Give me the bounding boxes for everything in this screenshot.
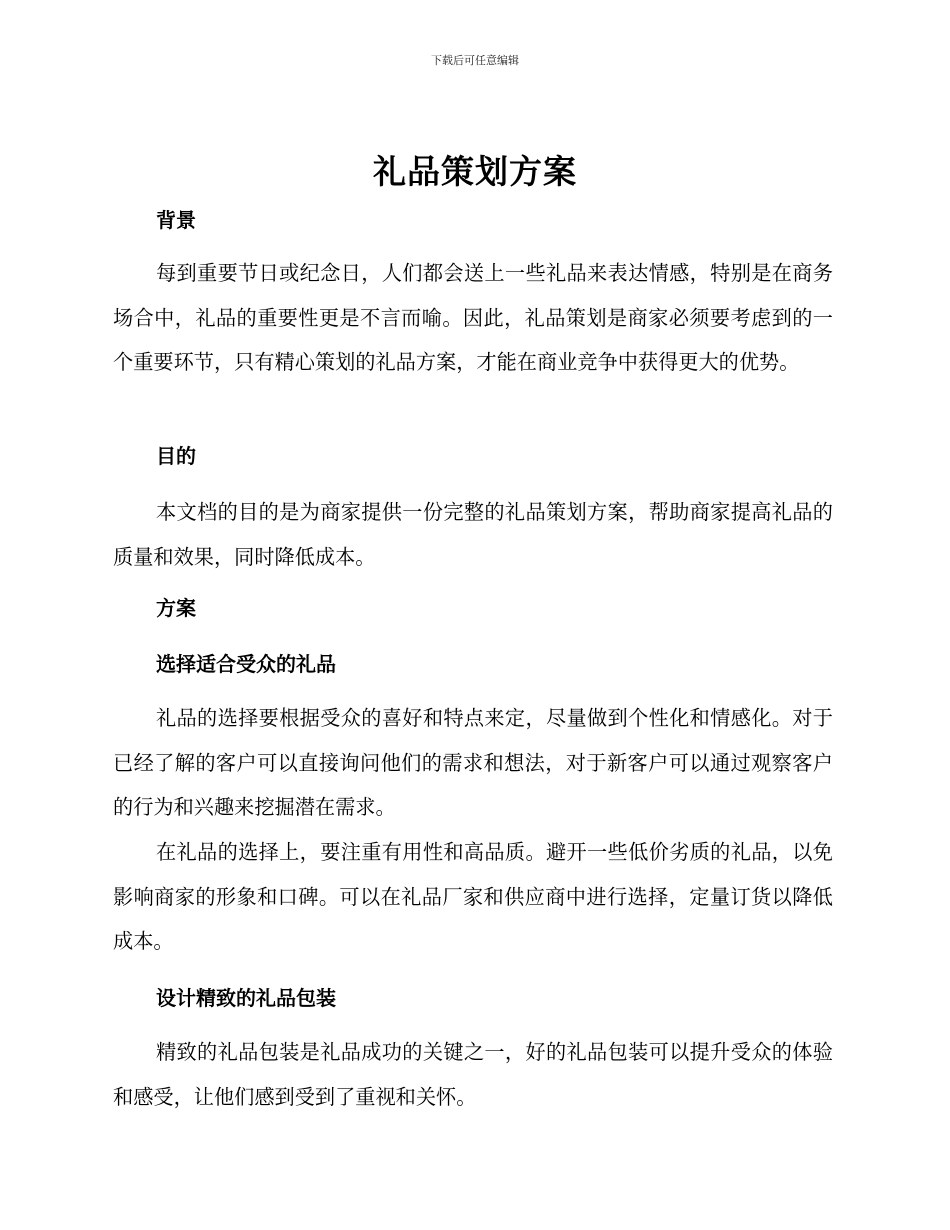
section-heading-plan: 方案: [156, 596, 196, 620]
paragraph-choose-gift-2: 在礼品的选择上，要注重有用性和高品质。避开一些低价劣质的礼品，以免影响商家的形象和口碑。可以在礼品厂家和供应商中进行选择，定量订货以降低成本。: [113, 840, 833, 953]
page-header-note: 下载后可任意编辑: [431, 54, 519, 67]
paragraph-choose-gift-1: 礼品的选择要根据受众的喜好和特点来定，尽量做到个性化和情感化。对于已经了解的客户可以直接询问他们的需求和想法，对于新客户可以通过观察客户的行为和兴趣来挖掘潜在需求。: [113, 706, 833, 819]
section-heading-background: 背景: [156, 208, 196, 232]
paragraph-purpose: 本文档的目的是为商家提供一份完整的礼品策划方案，帮助商家提高礼品的质量和效果，同时降低成本。: [113, 500, 833, 569]
subsection-heading-packaging: 设计精致的礼品包装: [156, 986, 336, 1010]
paragraph-background: 每到重要节日或纪念日，人们都会送上一些礼品来表达情感，特别是在商务场合中，礼品的重要性更是不言而喻。因此，礼品策划是商家必须要考虑到的一个重要环节，只有精心策划的礼品方案，才能在商业竞争中获得更大的优势。: [113, 261, 833, 374]
paragraph-packaging-1: 精致的礼品包装是礼品成功的关键之一，好的礼品包装可以提升受众的体验和感受，让他们感到受到了重视和关怀。: [113, 1040, 833, 1109]
subsection-heading-choose-gift: 选择适合受众的礼品: [156, 652, 336, 676]
section-heading-purpose: 目的: [156, 444, 196, 468]
document-title: 礼品策划方案: [373, 152, 577, 191]
